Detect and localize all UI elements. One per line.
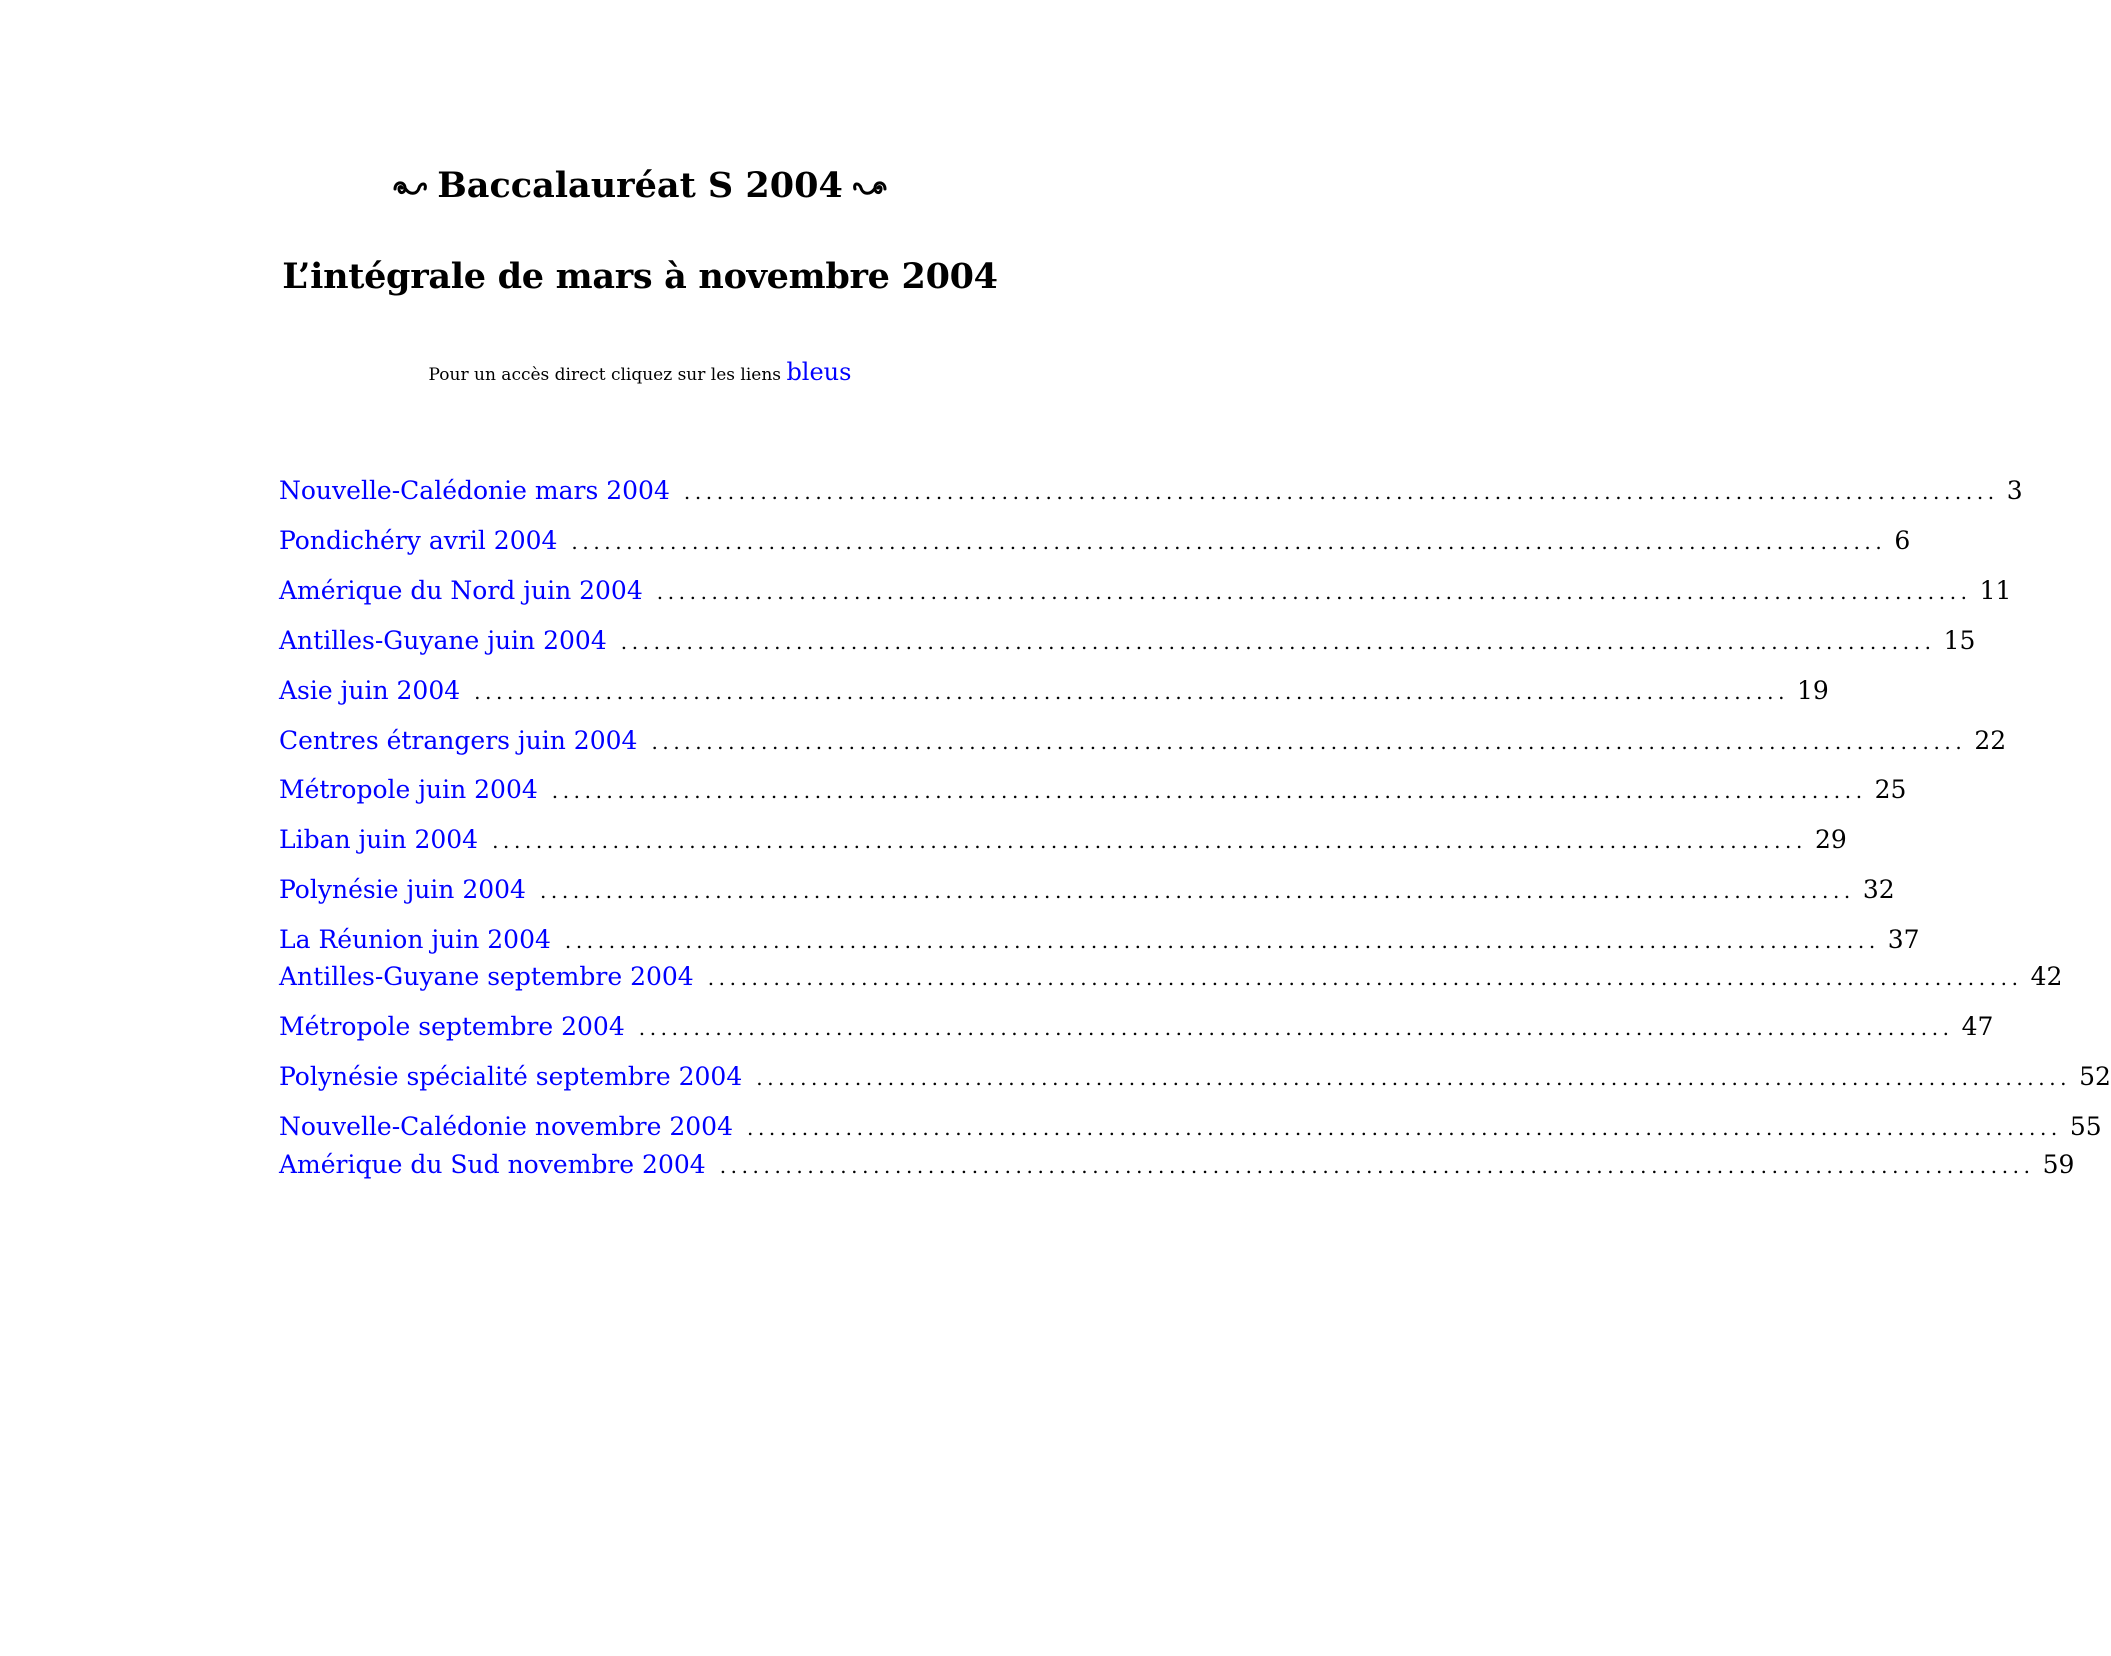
toc-entry-link[interactable]: Asie juin 2004 xyxy=(279,676,461,705)
toc-dot-leader: ........................................................................................................................ xyxy=(651,730,1967,754)
toc-entry[interactable] xyxy=(279,526,1911,560)
toc-dot-leader: ........................................................................................................................ xyxy=(564,929,1880,953)
toc-page-number: 37 xyxy=(1887,925,1920,954)
toc-dot-leader: ........................................................................................................................ xyxy=(719,1154,2035,1178)
toc-entry[interactable] xyxy=(279,676,1829,710)
toc-entry[interactable] xyxy=(279,626,1976,660)
toc-entry-link[interactable]: Métropole septembre 2004 xyxy=(279,1012,625,1041)
toc-entry[interactable] xyxy=(279,962,2063,996)
toc-page-number: 11 xyxy=(1979,576,2012,605)
toc-page-number: 25 xyxy=(1874,775,1907,804)
toc-entry-link[interactable]: Antilles-Guyane juin 2004 xyxy=(279,626,607,655)
toc-entry-link[interactable]: Pondichéry avril 2004 xyxy=(279,526,558,555)
toc-dot-leader: ........................................................................................................................ xyxy=(620,630,1936,654)
toc-entry[interactable] xyxy=(279,726,2007,760)
toc-dot-leader: ........................................................................................................................ xyxy=(492,829,1807,853)
toc-dot-leader: ........................................................................................................................ xyxy=(551,779,1867,803)
ornament-left-icon xyxy=(391,177,429,199)
toc-entry-link[interactable]: Nouvelle-Calédonie novembre 2004 xyxy=(279,1112,733,1141)
toc-entry[interactable] xyxy=(279,1150,2075,1184)
toc-entry-link[interactable]: Polynésie spécialité septembre 2004 xyxy=(279,1062,743,1091)
toc-page-number: 32 xyxy=(1862,875,1895,904)
toc-entry-link[interactable]: Amérique du Nord juin 2004 xyxy=(279,576,643,605)
toc-entry[interactable] xyxy=(279,925,1920,959)
toc-entry-link[interactable]: Métropole juin 2004 xyxy=(279,775,538,804)
toc-entry[interactable] xyxy=(279,875,1895,909)
toc-entry-link[interactable]: Amérique du Sud novembre 2004 xyxy=(279,1150,706,1179)
toc-entry[interactable] xyxy=(279,1012,1994,1046)
toc-dot-leader: ........................................................................................................................ xyxy=(707,966,2023,990)
toc-page-number: 19 xyxy=(1797,676,1829,705)
toc-entry-link[interactable]: Nouvelle-Calédonie mars 2004 xyxy=(279,476,670,505)
document-title xyxy=(0,165,1280,206)
toc-entry-link[interactable]: La Réunion juin 2004 xyxy=(279,925,551,954)
toc-entry-link[interactable]: Polynésie juin 2004 xyxy=(279,875,526,904)
toc-dot-leader: ........................................................................................................................ xyxy=(756,1066,2072,1090)
toc-page-number: 22 xyxy=(1974,726,2007,755)
toc-entry-link[interactable]: Antilles-Guyane septembre 2004 xyxy=(279,962,694,991)
toc-entry-link[interactable]: Liban juin 2004 xyxy=(279,825,479,854)
ornament-right-icon xyxy=(851,177,889,199)
toc-entry[interactable] xyxy=(279,1062,2111,1096)
toc-entry[interactable] xyxy=(279,476,2023,510)
toc-page-number: 29 xyxy=(1814,825,1847,854)
toc-page-number: 55 xyxy=(2069,1112,2102,1141)
toc-page-number: 59 xyxy=(2042,1150,2075,1179)
toc-page-number: 52 xyxy=(2079,1062,2111,1091)
toc-page-number: 6 xyxy=(1894,526,1911,555)
toc-dot-leader: ........................................................................................................................ xyxy=(539,879,1855,903)
toc-entry[interactable] xyxy=(279,825,1847,859)
document-subtitle: L’intégrale de mars à novembre 2004 xyxy=(282,256,998,297)
toc-page-number: 15 xyxy=(1943,626,1976,655)
intro-highlight: bleus xyxy=(786,358,852,386)
intro-line xyxy=(0,358,1280,386)
toc-entry-link[interactable]: Centres étrangers juin 2004 xyxy=(279,726,638,755)
intro-text: Pour un accès direct cliquez sur les liens xyxy=(428,365,782,385)
toc-entry[interactable] xyxy=(279,1112,2102,1146)
toc-page-number: 3 xyxy=(2006,476,2023,505)
toc-dot-leader: ........................................................................................................................ xyxy=(747,1116,2062,1140)
toc-page-number: 42 xyxy=(2030,962,2063,991)
title-text: Baccalauréat S 2004 xyxy=(437,165,843,206)
toc-dot-leader: ........................................................................................................................ xyxy=(474,680,1790,704)
toc-dot-leader: ........................................................................................................................ xyxy=(683,480,1999,504)
toc-page-number: 47 xyxy=(1961,1012,1994,1041)
toc-dot-leader: ........................................................................................................................ xyxy=(571,530,1887,554)
toc-dot-leader: ........................................................................................................................ xyxy=(638,1016,1954,1040)
toc-dot-leader: ........................................................................................................................ xyxy=(656,580,1972,604)
toc-entry[interactable] xyxy=(279,576,2012,610)
toc-entry[interactable] xyxy=(279,775,1907,809)
